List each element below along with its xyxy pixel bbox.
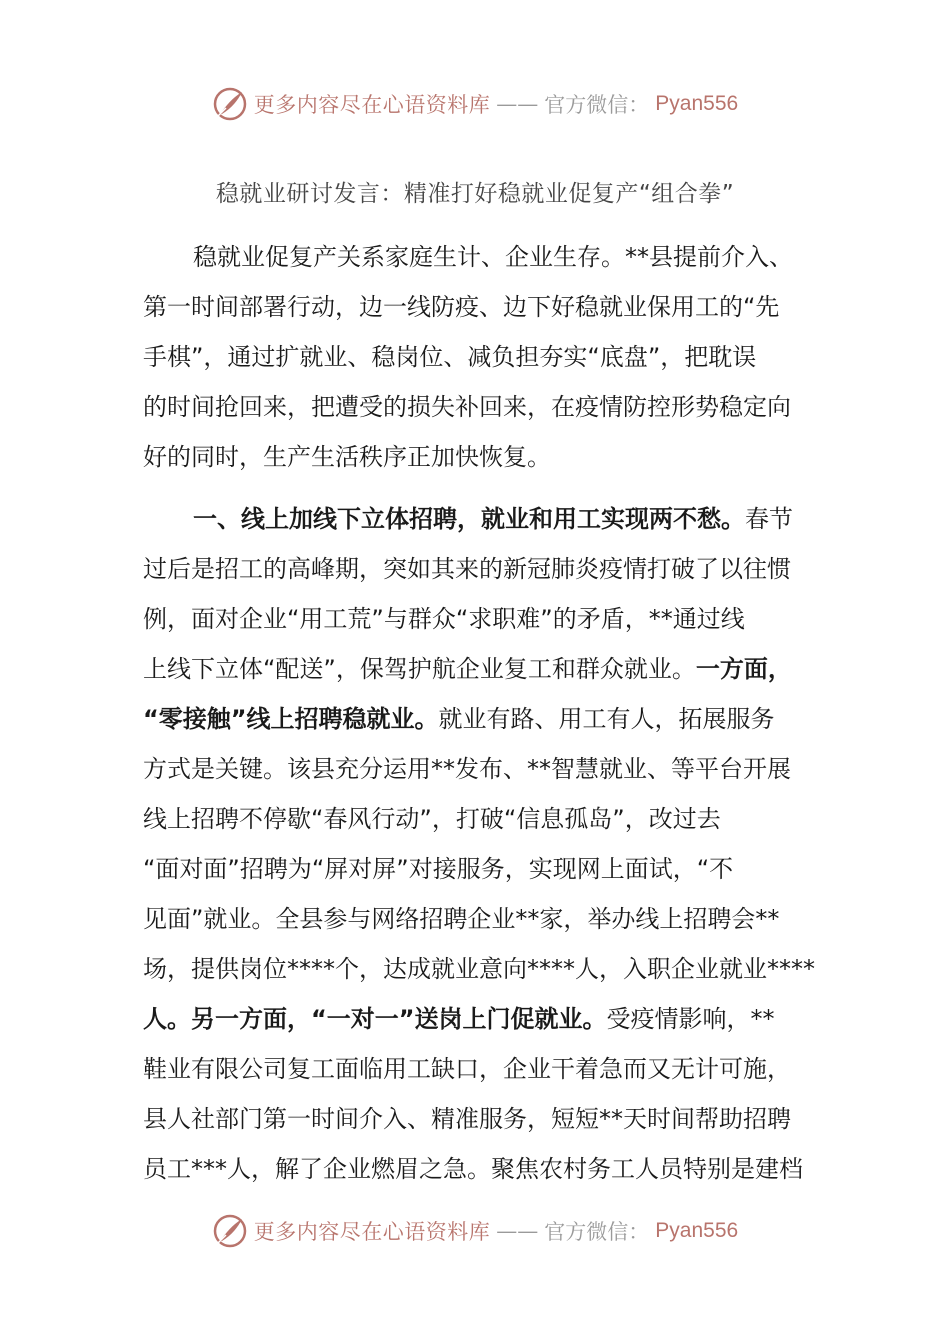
banner-brand-text: 更多内容尽在心语资料库 — [253, 1220, 491, 1244]
text-line: 过后是招工的高峰期，突如其来的新冠肺炎疫情打破了以往惯 — [143, 555, 791, 583]
subheading: 一方面， — [695, 655, 792, 683]
text-line: 线上招聘不停歇“春风行动”，打破“信息孤岛”，改过去 — [143, 805, 721, 833]
document-title: 稳就业研讨发言：精准打好稳就业促复产“组合拳” — [215, 181, 735, 207]
subheading: “零接触”线上招聘稳就业。 — [143, 705, 439, 733]
text-line: 例，面对企业“用工荒”与群众“求职难”的矛盾，**通过线 — [143, 605, 745, 633]
banner-wechat-label: 官方微信： — [544, 1220, 650, 1244]
text-line: 人。另一方面，“一对一”送岗上门促就业。受疫情影响，** — [143, 1005, 775, 1033]
text-line: 第一时间部署行动，边一线防疫、边下好稳就业保用工的“先 — [143, 293, 780, 321]
text-line: 见面”就业。全县参与网络招聘企业**家，举办线上招聘会** — [143, 905, 780, 933]
text-line: 鞋业有限公司复工面临用工缺口，企业干着急而又无计可施， — [143, 1055, 791, 1083]
text-line: “零接触”线上招聘稳就业。就业有路、用工有人，拓展服务 — [143, 705, 775, 733]
subheading: 人。另一方面，“一对一”送岗上门促就业。 — [143, 1005, 607, 1033]
paragraph-intro — [143, 232, 811, 482]
banner-wechat-label: 官方微信： — [544, 93, 650, 117]
text-line: 稳就业促复产关系家庭生计、企业生存。**县提前介入、 — [193, 243, 793, 271]
footer-watermark-banner — [0, 1211, 950, 1251]
header-watermark-banner — [0, 84, 950, 124]
text-line: 好的同时，生产生活秩序正加快恢复。 — [143, 443, 551, 471]
text-line: 县人社部门第一时间介入、精准服务，短短**天时间帮助招聘 — [143, 1105, 791, 1133]
text-line: 一、线上加线下立体招聘，就业和用工实现两不愁。春节 — [193, 505, 793, 533]
text-line: “面对面”招聘为“屏对屏”对接服务，实现网上面试，“不 — [143, 855, 734, 883]
banner-separator: —— — [496, 1219, 539, 1243]
section-heading: 一、线上加线下立体招聘，就业和用工实现两不愁。 — [193, 505, 745, 533]
document-body — [143, 232, 815, 1194]
banner-wechat-id: Pyan556 — [655, 1219, 739, 1242]
text-line: 方式是关键。该县充分运用**发布、**智慧就业、等平台开展 — [143, 755, 791, 783]
banner-brand-text: 更多内容尽在心语资料库 — [253, 93, 491, 117]
text-line: 上线下立体“配送”，保驾护航企业复工和群众就业。一方面， — [143, 655, 792, 683]
text-line: 手棋”，通过扩就业、稳岗位、减负担夯实“底盘”，把耽误 — [143, 343, 757, 371]
text-line: 的时间抢回来，把遭受的损失补回来，在疫情防控形势稳定向 — [143, 393, 791, 421]
banner-wechat-id: Pyan556 — [655, 92, 739, 115]
text-line: 员工***人，解了企业燃眉之急。聚焦农村务工人员特别是建档 — [143, 1155, 803, 1183]
feather-pen-icon — [212, 86, 248, 122]
paragraph-section-one — [143, 494, 815, 1194]
text-line: 场，提供岗位****个，达成就业意向****人，入职企业就业**** — [143, 955, 815, 983]
feather-pen-icon — [212, 1213, 248, 1249]
banner-separator: —— — [496, 92, 539, 116]
